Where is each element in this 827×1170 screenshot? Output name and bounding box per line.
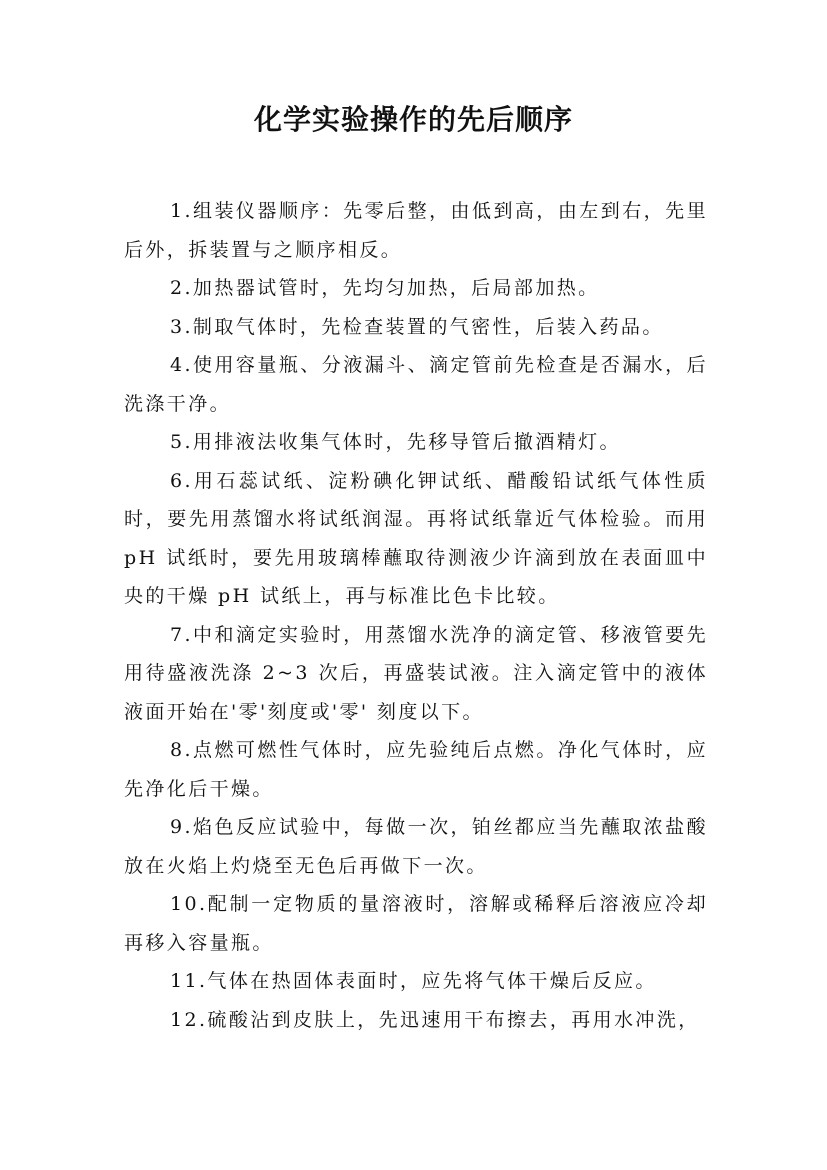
- paragraph-4: 4.使用容量瓶、分液漏斗、滴定管前先检查是否漏水，后洗涤干净。: [124, 354, 708, 415]
- paragraph-2: 2.加热器试管时，先均匀加热，后局部加热。: [170, 277, 600, 299]
- document-body: [124, 192, 708, 1039]
- paragraph-12: 12.硫酸沾到皮肤上，先迅速用干布擦去，再用水冲洗，: [170, 1008, 700, 1031]
- paragraph-7: 7.中和滴定实验时，用蒸馏水洗净的滴定管、移液管要先用待盛液洗涤 2~3 次后，再盛装试液。注入滴定管中的液体液面开始在'零'刻度或'零' 刻度以下。: [124, 623, 708, 723]
- paragraph-8: 8.点燃可燃性气体时，应先验纯后点燃。净化气体时，应先净化后干燥。: [124, 739, 708, 800]
- paragraph-11: 11.气体在热固体表面时，应先将气体干燥后反应。: [170, 970, 657, 992]
- paragraph-5: 5.用排液法收集气体时，先移导管后撤酒精灯。: [170, 431, 621, 453]
- paragraph-3: 3.制取气体时，先检查装置的气密性，后装入药品。: [170, 315, 664, 338]
- page-title: 化学实验操作的先后顺序: [253, 103, 573, 136]
- paragraph-1: 1.组装仪器顺序：先零后整，由低到高，由左到右，先里后外，拆装置与之顺序相反。: [124, 200, 708, 261]
- paragraph-6: 6.用石蕊试纸、淀粉碘化钾试纸、醋酸铅试纸气体性质时，要先用蒸馏水将试纸润湿。再将试纸靠近气体检验。而用 pH 试纸时，要先用玻璃棒蘸取待测液少许滴到放在表面皿中央的干燥 pH 试纸上，再与标准比色卡比较。: [124, 469, 708, 607]
- paragraph-9: 9.焰色反应试验中，每做一次，铂丝都应当先蘸取浓盐酸放在火焰上灼烧至无色后再做下一次。: [124, 816, 708, 877]
- paragraph-10: 10.配制一定物质的量溶液时，溶解或稀释后溶液应冷却再移入容量瓶。: [124, 893, 708, 954]
